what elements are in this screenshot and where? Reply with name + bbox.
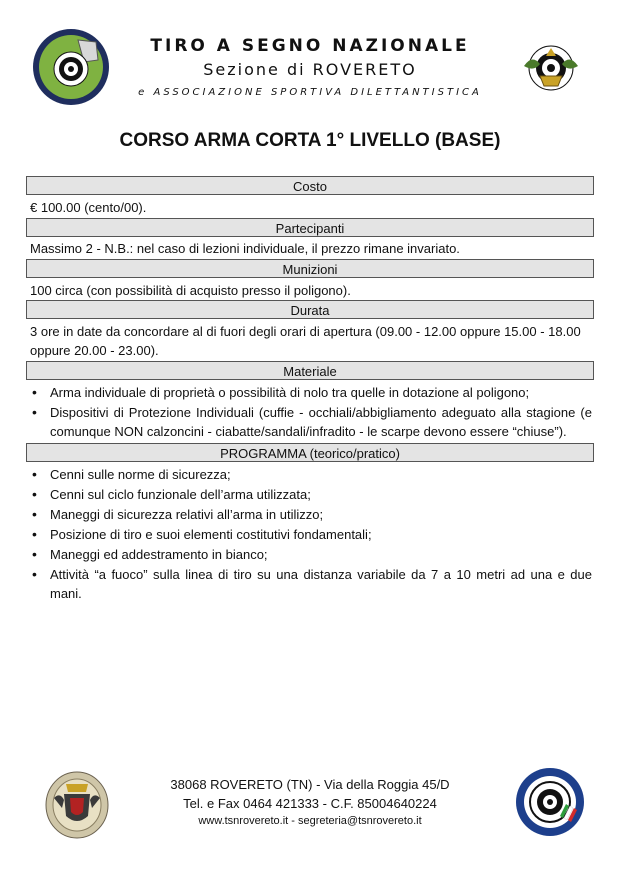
section-text-durata: 3 ore in date da concordare al di fuori degli orari di apertura (09.00 - 12.00 oppure 15.00 - 18.00 oppure 20.00 - 23.00). <box>30 324 581 358</box>
programma-list <box>30 465 592 604</box>
section-heading-costo: Costo <box>26 176 594 195</box>
course-title: CORSO ARMA CORTA 1° LIVELLO (BASE) <box>119 130 501 151</box>
footer-address: 38068 ROVERETO (TN) - Via della Roggia 45/D <box>170 777 450 792</box>
section-text-munizioni: 100 circa (con possibilità di acquisto presso il poligono). <box>30 283 351 298</box>
footer-web: www.tsnrovereto.it - segreteria@tsnrovereto.it <box>198 815 422 827</box>
header-title: TIRO A SEGNO NAZIONALE <box>150 36 470 56</box>
section-heading-durata: Durata <box>26 300 594 319</box>
section-heading-materiale: Materiale <box>26 361 594 380</box>
list-item: • Attività “a fuoco” sulla linea di tiro su una distanza variabile da 7 a 10 metri ad una e due mani. <box>30 565 592 603</box>
header-association: e ASSOCIAZIONE SPORTIVA DILETTANTISTICA <box>138 87 482 98</box>
materiale-list <box>30 383 592 442</box>
section-text-partecipanti: Massimo 2 - N.B.: nel caso di lezioni individuale, il prezzo rimane invariato. <box>30 241 460 256</box>
list-item: • Cenni sul ciclo funzionale dell’arma utilizzata; <box>30 485 592 504</box>
list-item: • Maneggi ed addestramento in bianco; <box>30 545 592 564</box>
section-heading-programma: PROGRAMMA (teorico/pratico) <box>26 443 594 462</box>
section-heading-munizioni: Munizioni <box>26 259 594 278</box>
list-item: • Cenni sulle norme di sicurezza; <box>30 465 592 484</box>
list-item: • Maneggi di sicurezza relativi all’arma in utilizzo; <box>30 505 592 524</box>
section-text-costo: € 100.00 (cento/00). <box>30 200 147 215</box>
section-heading-partecipanti: Partecipanti <box>26 218 594 237</box>
uits-logo <box>514 766 586 838</box>
list-item: • Dispositivi di Protezione Individuali (cuffie - occhiali/abbigliamento adeguato alla stagione (e comunque NON calzoncini - ciabatte/sandali/infradito - le scarpe devono essere “chiuse”). <box>30 403 592 441</box>
footer-phone: Tel. e Fax 0464 421333 - C.F. 85004640224 <box>183 796 437 811</box>
list-item: • Arma individuale di proprietà o possibilità di nolo tra quelle in dotazione al poligono; <box>30 383 592 402</box>
list-item: • Posizione di tiro e suoi elementi costitutivi fondamentali; <box>30 525 592 544</box>
header-subtitle: Sezione di ROVERETO <box>203 60 417 79</box>
